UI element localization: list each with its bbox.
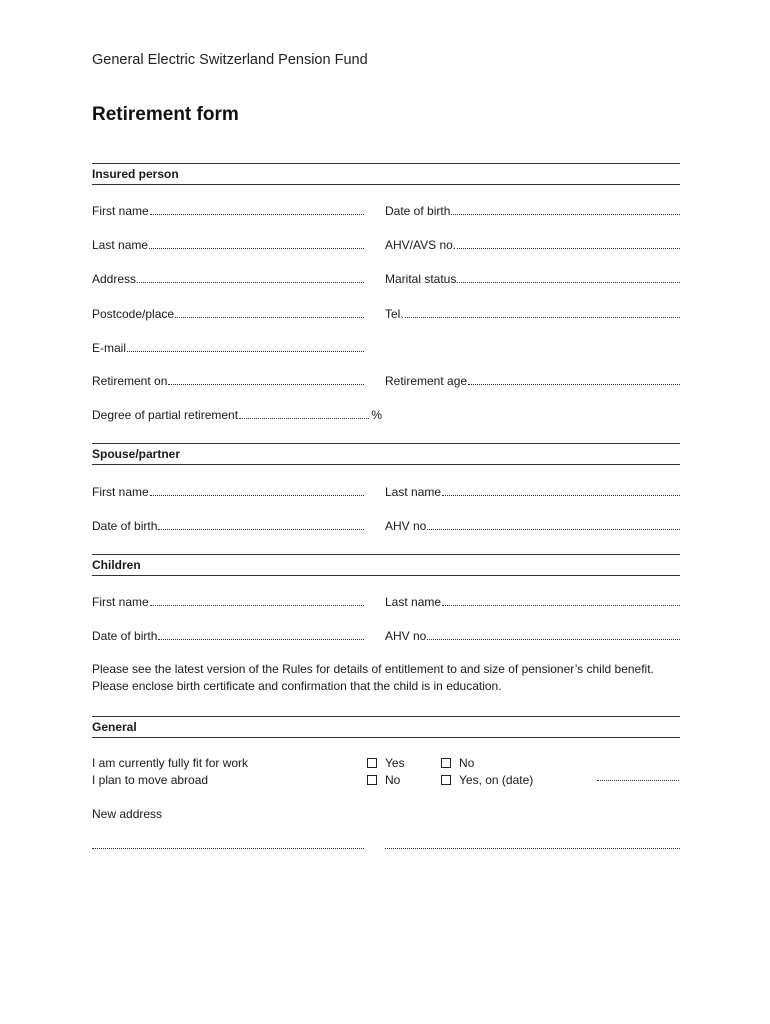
abroad-yes-checkbox[interactable]: [441, 775, 451, 785]
fill-line[interactable]: [442, 484, 680, 496]
spouse-ahv-field[interactable]: [385, 518, 680, 534]
fill-line[interactable]: [158, 628, 364, 640]
field-label: AHV/AVS no.: [385, 238, 457, 252]
field-label: Last name: [385, 485, 442, 499]
child-date-of-birth-field[interactable]: [92, 628, 364, 644]
fill-line[interactable]: [149, 237, 364, 249]
tel-field[interactable]: [385, 306, 680, 322]
field-label: Date of birth: [92, 629, 158, 643]
section-insured-person: [92, 163, 680, 185]
date-of-birth-field[interactable]: [385, 203, 680, 219]
fill-line[interactable]: [468, 373, 680, 385]
spouse-last-name-field[interactable]: [385, 484, 680, 500]
field-label: Retirement on: [92, 374, 168, 388]
ahv-avs-field[interactable]: [385, 237, 680, 253]
move-abroad-question: I plan to move abroad: [92, 773, 209, 787]
field-label: E-mail: [92, 341, 127, 355]
fit-yes-checkbox[interactable]: [367, 758, 377, 768]
child-ahv-field[interactable]: [385, 628, 680, 644]
section-general: [92, 716, 680, 738]
abroad-no-checkbox[interactable]: [367, 775, 377, 785]
fill-line[interactable]: [168, 373, 364, 385]
field-label: First name: [92, 595, 149, 609]
fill-line[interactable]: [442, 594, 680, 606]
partial-retirement-field[interactable]: [92, 407, 382, 423]
fill-line[interactable]: [150, 484, 364, 496]
retirement-on-field[interactable]: [92, 373, 364, 389]
new-address-line-1[interactable]: [92, 848, 364, 849]
field-label: Address: [92, 272, 137, 286]
marital-status-field[interactable]: [385, 271, 680, 287]
fill-line[interactable]: [158, 518, 364, 530]
field-label: AHV no: [385, 629, 427, 643]
section-heading: Children: [92, 558, 141, 572]
abroad-date-fill-line[interactable]: [597, 780, 679, 781]
spouse-first-name-field[interactable]: [92, 484, 364, 500]
child-last-name-field[interactable]: [385, 594, 680, 610]
section-heading: Insured person: [92, 167, 179, 181]
fill-line[interactable]: [457, 237, 680, 249]
page-title: Retirement form: [92, 104, 239, 125]
fill-line[interactable]: [427, 518, 680, 530]
fill-line[interactable]: [150, 203, 364, 215]
first-name-field[interactable]: [92, 203, 364, 219]
section-spouse-partner: [92, 443, 680, 465]
section-heading: Spouse/partner: [92, 447, 181, 461]
child-benefit-note: Please see the latest version of the Rules for details of entitlement to and size of pensioner’s child benefit. Please enclose birth certificate and confirmation that the child is in education.: [92, 662, 654, 693]
percent-sign: %: [371, 408, 382, 422]
organization-name: General Electric Switzerland Pension Fund: [92, 52, 368, 68]
retirement-age-field[interactable]: [385, 373, 680, 389]
new-address-line-2[interactable]: [385, 848, 680, 849]
field-label: Retirement age: [385, 374, 468, 388]
last-name-field[interactable]: [92, 237, 364, 253]
fit-no-checkbox[interactable]: [441, 758, 451, 768]
field-label: Degree of partial retirement: [92, 408, 239, 422]
fill-line[interactable]: [239, 407, 369, 419]
postcode-place-field[interactable]: [92, 306, 364, 322]
section-children: [92, 554, 680, 576]
fit-no-label: No: [459, 756, 475, 770]
new-address-label: New address: [92, 807, 163, 821]
fill-line[interactable]: [427, 628, 680, 640]
field-label: Tel.: [385, 307, 404, 321]
fill-line[interactable]: [405, 306, 680, 318]
spouse-date-of-birth-field[interactable]: [92, 518, 364, 534]
fill-line[interactable]: [451, 203, 680, 215]
field-label: Marital status: [385, 272, 457, 286]
child-first-name-field[interactable]: [92, 594, 364, 610]
email-field[interactable]: [92, 340, 364, 356]
fill-line[interactable]: [150, 594, 364, 606]
field-label: Last name: [92, 238, 149, 252]
field-label: Date of birth: [385, 204, 451, 218]
field-label: Last name: [385, 595, 442, 609]
fill-line[interactable]: [175, 306, 364, 318]
abroad-yes-date-label: Yes, on (date): [459, 773, 534, 787]
fit-yes-label: Yes: [385, 756, 405, 770]
fill-line[interactable]: [457, 271, 680, 283]
field-label: AHV no: [385, 519, 427, 533]
field-label: First name: [92, 204, 149, 218]
field-label: First name: [92, 485, 149, 499]
field-label: Postcode/place: [92, 307, 175, 321]
fill-line[interactable]: [127, 340, 364, 352]
section-heading: General: [92, 720, 137, 734]
address-field[interactable]: [92, 271, 364, 287]
fit-for-work-question: I am currently fully fit for work: [92, 756, 249, 770]
fill-line[interactable]: [137, 271, 364, 283]
field-label: Date of birth: [92, 519, 158, 533]
abroad-no-label: No: [385, 773, 401, 787]
